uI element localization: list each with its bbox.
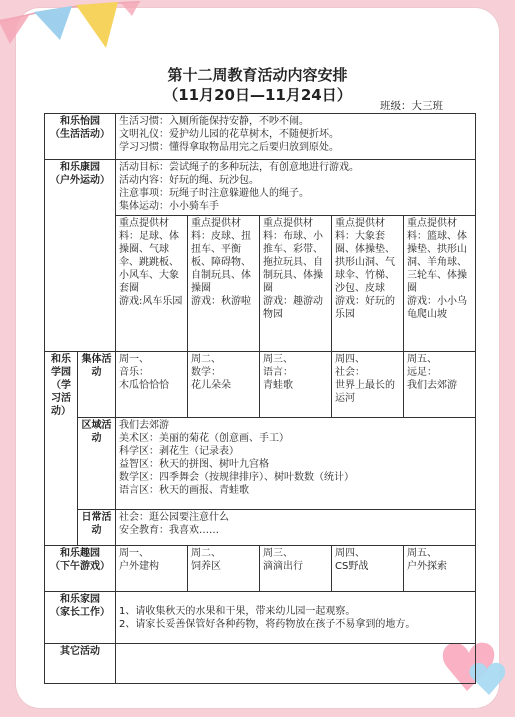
outdoor-day-4: 重点提供材料：大象套圈、体操垫、拱形山洞、气球伞、竹梯、沙包、皮球 游戏：好玩的乐园 — [332, 216, 404, 352]
area-content: 我们去郊游 美术区：美丽的菊花（创意画、手工） 科学区：剥花生（记录表） 益智区：秋天的拼图、树叶九宫格 数学区：四季舞会（按规律排序）、树叶数数（统计） 语言区：秋天的画报、青蛙歌 — [116, 418, 476, 510]
fun-day-3: 周三、 滴滴出行 — [260, 546, 332, 592]
table-row-life — [45, 114, 476, 160]
group-day-5: 周五、 远足： 我们去郊游 — [404, 352, 476, 418]
row-label-study: 和乐学园 （学习活动） — [45, 352, 78, 546]
page-title: 第十二周教育活动内容安排 — [167, 66, 348, 84]
table-row-home — [45, 592, 476, 644]
outdoor-day-2: 重点提供材料：皮球、扭扭车、平衡板、障碍物、自制玩具、体操圈 游戏：秋游啦 — [188, 216, 260, 352]
bunting-decoration — [0, 0, 150, 60]
table-row-study-area — [45, 418, 476, 510]
class-label: 班级：大三班 — [380, 100, 443, 112]
group-day-1: 周一、 音乐： 木瓜恰恰恰 — [116, 352, 188, 418]
table-row-other — [45, 644, 476, 684]
outdoor-day-5: 重点提供材料：篮球、体操垫、拱形山洞、羊角球、三轮车、体操圈 游戏：小小乌龟爬山坡 — [404, 216, 476, 352]
page-subtitle-date: （11月20日—11月24日） — [163, 86, 352, 104]
fun-day-2: 周二、 饲养区 — [188, 546, 260, 592]
group-day-2: 周二、 数学： 花儿朵朵 — [188, 352, 260, 418]
group-day-4: 周四、 社会： 世界上最长的运河 — [332, 352, 404, 418]
fun-day-4: 周四、 CS野战 — [332, 546, 404, 592]
life-content: 生活习惯：入厕所能保持安静，不吵不闹。 文明礼仪：爱护幼儿园的花草树木，不随便折坏。 学习习惯：懂得拿取物品用完之后要归放到原处。 — [116, 114, 476, 160]
outdoor-content: 活动目标：尝试绳子的多种玩法，有创意地进行游戏。 活动内容：好玩的绳、玩沙包。 注意事项：玩绳子时注意躲避他人的绳子。 集体运动：小小骑车手 — [116, 160, 476, 216]
outdoor-day-3: 重点提供材料：布球、小推车、彩带、拖拉玩具、自制玩具、体操圈 游戏：趣游动物园 — [260, 216, 332, 352]
table-row-fun — [45, 546, 476, 592]
row-label-area-activity: 区域活动 — [78, 418, 116, 510]
other-content — [116, 644, 476, 684]
row-label-outdoor: 和乐康园 （户外运动） — [45, 160, 116, 352]
row-label-fun: 和乐趣园 （下午游戏） — [45, 546, 116, 592]
fun-day-5: 周五、 户外探索 — [404, 546, 476, 592]
row-label-other: 其它活动 — [45, 644, 116, 684]
row-label-daily-activity: 日常活动 — [78, 510, 116, 546]
daily-content: 社会：逛公园要注意什么 安全教育：我喜欢…… — [116, 510, 476, 546]
table-row-study-daily — [45, 510, 476, 546]
row-label-group-activity: 集体活动 — [78, 352, 116, 418]
row-label-life: 和乐怡园 （生活活动） — [45, 114, 116, 160]
fun-day-1: 周一、 户外建构 — [116, 546, 188, 592]
home-content: 1、请收集秋天的水果和干果，带来幼儿园一起观察。 2、请家长妥善保管好各种药物，将药物放在孩子不易拿到的地方。 — [116, 592, 476, 644]
group-day-3: 周三、 语言： 青蛙歌 — [260, 352, 332, 418]
table-row-outdoor-general — [45, 160, 476, 216]
row-label-home: 和乐家园 （家长工作） — [45, 592, 116, 644]
table-row-study-group — [45, 352, 476, 418]
outdoor-day-1: 重点提供材料：足球、体操圈、气球伞、跳跳板、小风车、大象套圈 游戏:风车乐园 — [116, 216, 188, 352]
schedule-table — [44, 113, 476, 684]
